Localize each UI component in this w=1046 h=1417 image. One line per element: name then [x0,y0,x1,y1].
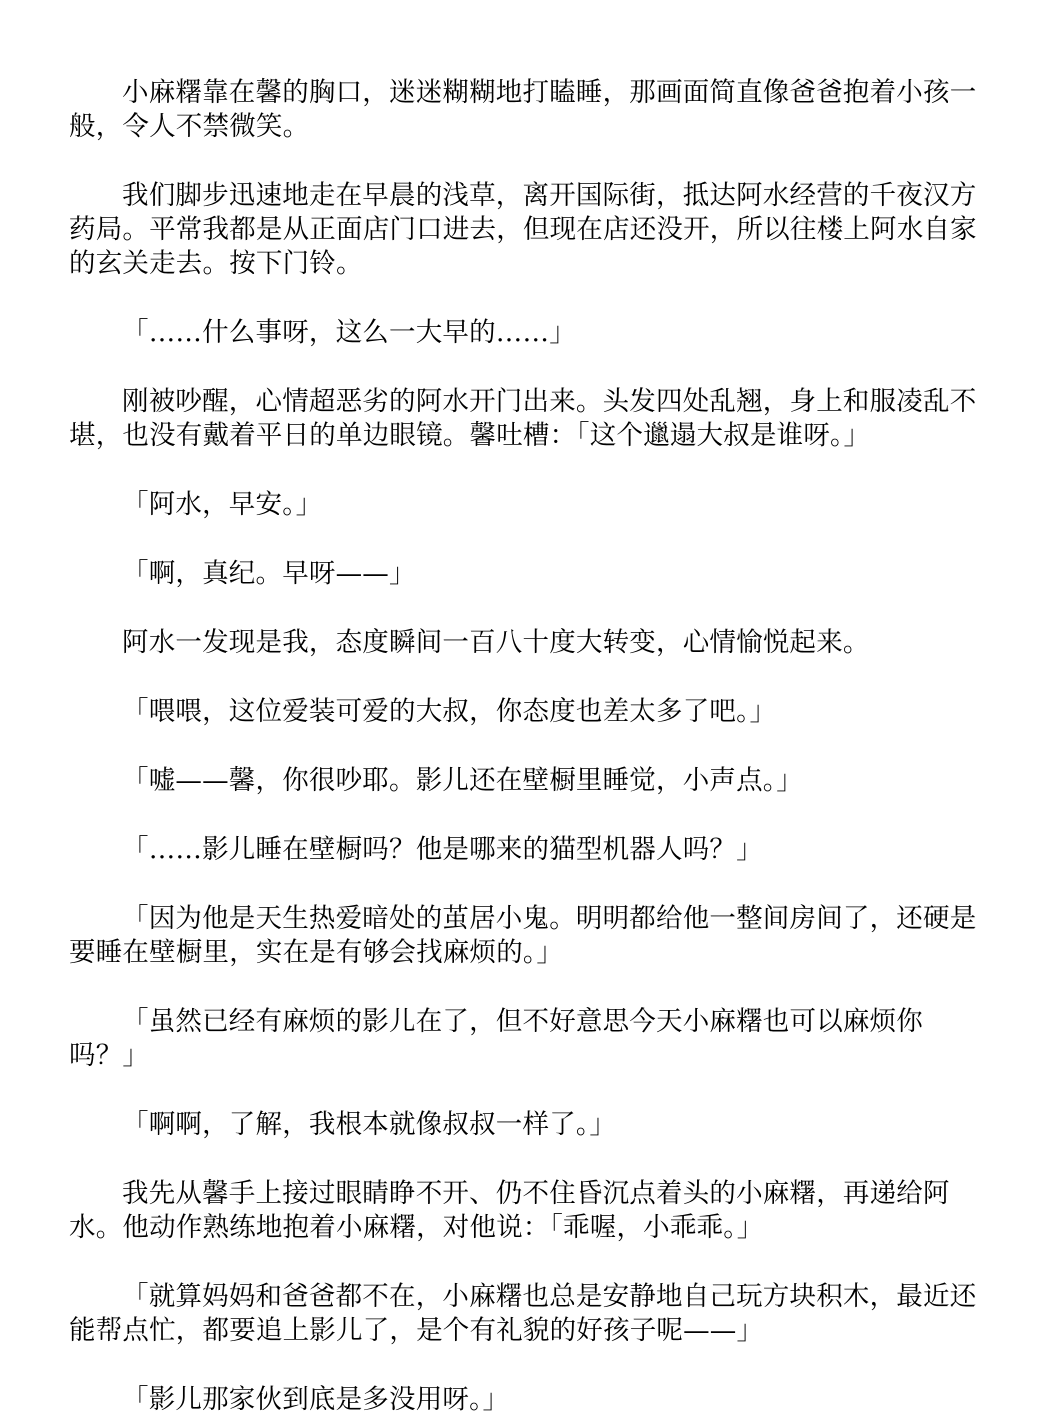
paragraph-6: 「啊，真纪。早呀——」 [122,558,416,589]
paragraph-15: 「就算妈妈和爸爸都不在，小麻糬也总是安静地自己玩方块积木，最近还能帮点忙，都要追上影儿了，是个有礼貌的好孩子呢——」 [69,1281,977,1346]
paragraph-13: 「啊啊，了解，我根本就像叔叔一样了。」 [122,1109,617,1140]
paragraph-11: 「因为他是天生热爱暗处的茧居小鬼。明明都给他一整间房间了，还硬是要睡在壁橱里，实在是有够会找麻烦的。」 [69,903,977,968]
paragraph-4: 刚被吵醒，心情超恶劣的阿水开门出来。头发四处乱翘，身上和服凌乱不堪，也没有戴着平日的单边眼镜。馨吐槽：「这个邋遢大叔是谁呀。」 [69,386,977,451]
paragraph-2: 我们脚步迅速地走在早晨的浅草，离开国际街，抵达阿水经营的千夜汉方药局。平常我都是从正面店门口进去，但现在店还没开，所以往楼上阿水自家的玄关走去。按下门铃。 [69,180,977,279]
paragraph-1: 小麻糬靠在馨的胸口，迷迷糊糊地打瞌睡，那画面简直像爸爸抱着小孩一般，令人不禁微笑。 [69,77,977,142]
paragraph-5: 「阿水，早安。」 [122,489,323,520]
paragraph-16: 「影儿那家伙到底是多没用呀。」 [122,1384,510,1415]
paragraph-12: 「虽然已经有麻烦的影儿在了，但不好意思今天小麻糬也可以麻烦你吗？」 [69,1006,923,1071]
paragraph-9: 「嘘——馨，你很吵耶。影儿还在壁橱里睡觉，小声点。」 [122,765,803,796]
paragraph-8: 「喂喂，这位爱装可爱的大叔，你态度也差太多了吧。」 [122,696,777,727]
paragraph-3: 「……什么事呀，这么一大早的……」 [122,317,576,348]
paragraph-10: 「……影儿睡在壁橱吗？他是哪来的猫型机器人吗？」 [122,834,763,865]
paragraph-14: 我先从馨手上接过眼睛睁不开、仍不住昏沉点着头的小麻糬，再递给阿水。他动作熟练地抱着小麻糬，对他说：「乖喔，小乖乖。」 [69,1178,950,1243]
paragraph-7: 阿水一发现是我，态度瞬间一百八十度大转变，心情愉悦起来。 [122,627,870,658]
